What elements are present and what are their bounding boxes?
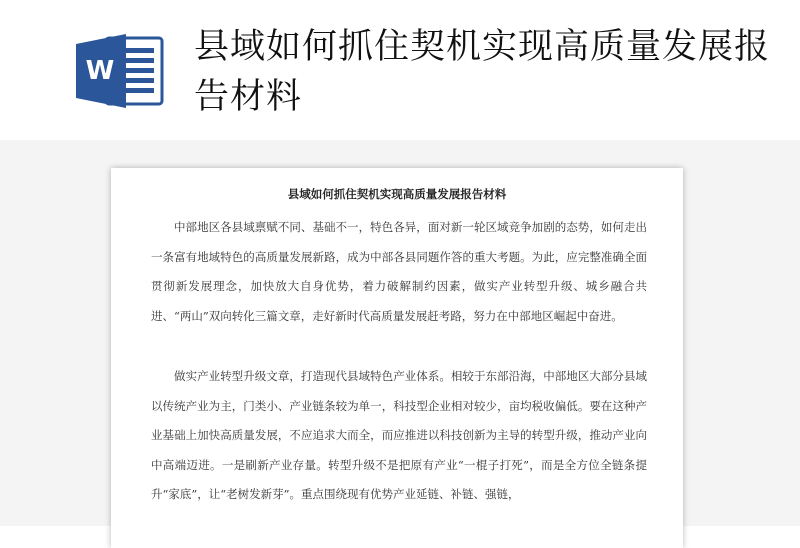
header [0, 0, 800, 140]
paragraph-2: 做实产业转型升级文章，打造现代县域特色产业体系。相较于东部沿海，中部地区大部分县域以传统产业为主，门类小、产业链条较为单一，科技型企业相对较少，亩均税收偏低。要在这种产业基础上加快高质量发展，不应追求大而全，而应推进以科技创新为主导的转型升级，推动产业向中高端迈进。一是刷新产业存量。转型升级不是把原有产业“一棍子打死”，而是全方位全链条提升“家底”，让“老树发新芽”。重点围绕现有优势产业延链、补链、强链， [151, 369, 647, 501]
paragraph-1: 中部地区各县域禀赋不同、基础不一，特色各异，面对新一轮区域竞争加剧的态势，如何走出一条富有地域特色的高质量发展新路，成为中部各县同题作答的重大考题。为此，应完整准确全面贯彻新发展理念，加快放大自身优势，着力破解制约因素，做实产业转型升级、城乡融合共进、“两山”双向转化三篇文章，走好新时代高质量发展赶考路，努力在中部地区崛起中奋进。 [151, 220, 647, 323]
document-page [111, 168, 683, 548]
logo-letter: W [85, 56, 115, 86]
page-title: 县域如何抓住契机实现高质量发展报告材料 [194, 27, 771, 117]
document-title: 县域如何抓住契机实现高质量发展报告材料 [287, 187, 507, 201]
word-logo-icon [76, 34, 166, 108]
